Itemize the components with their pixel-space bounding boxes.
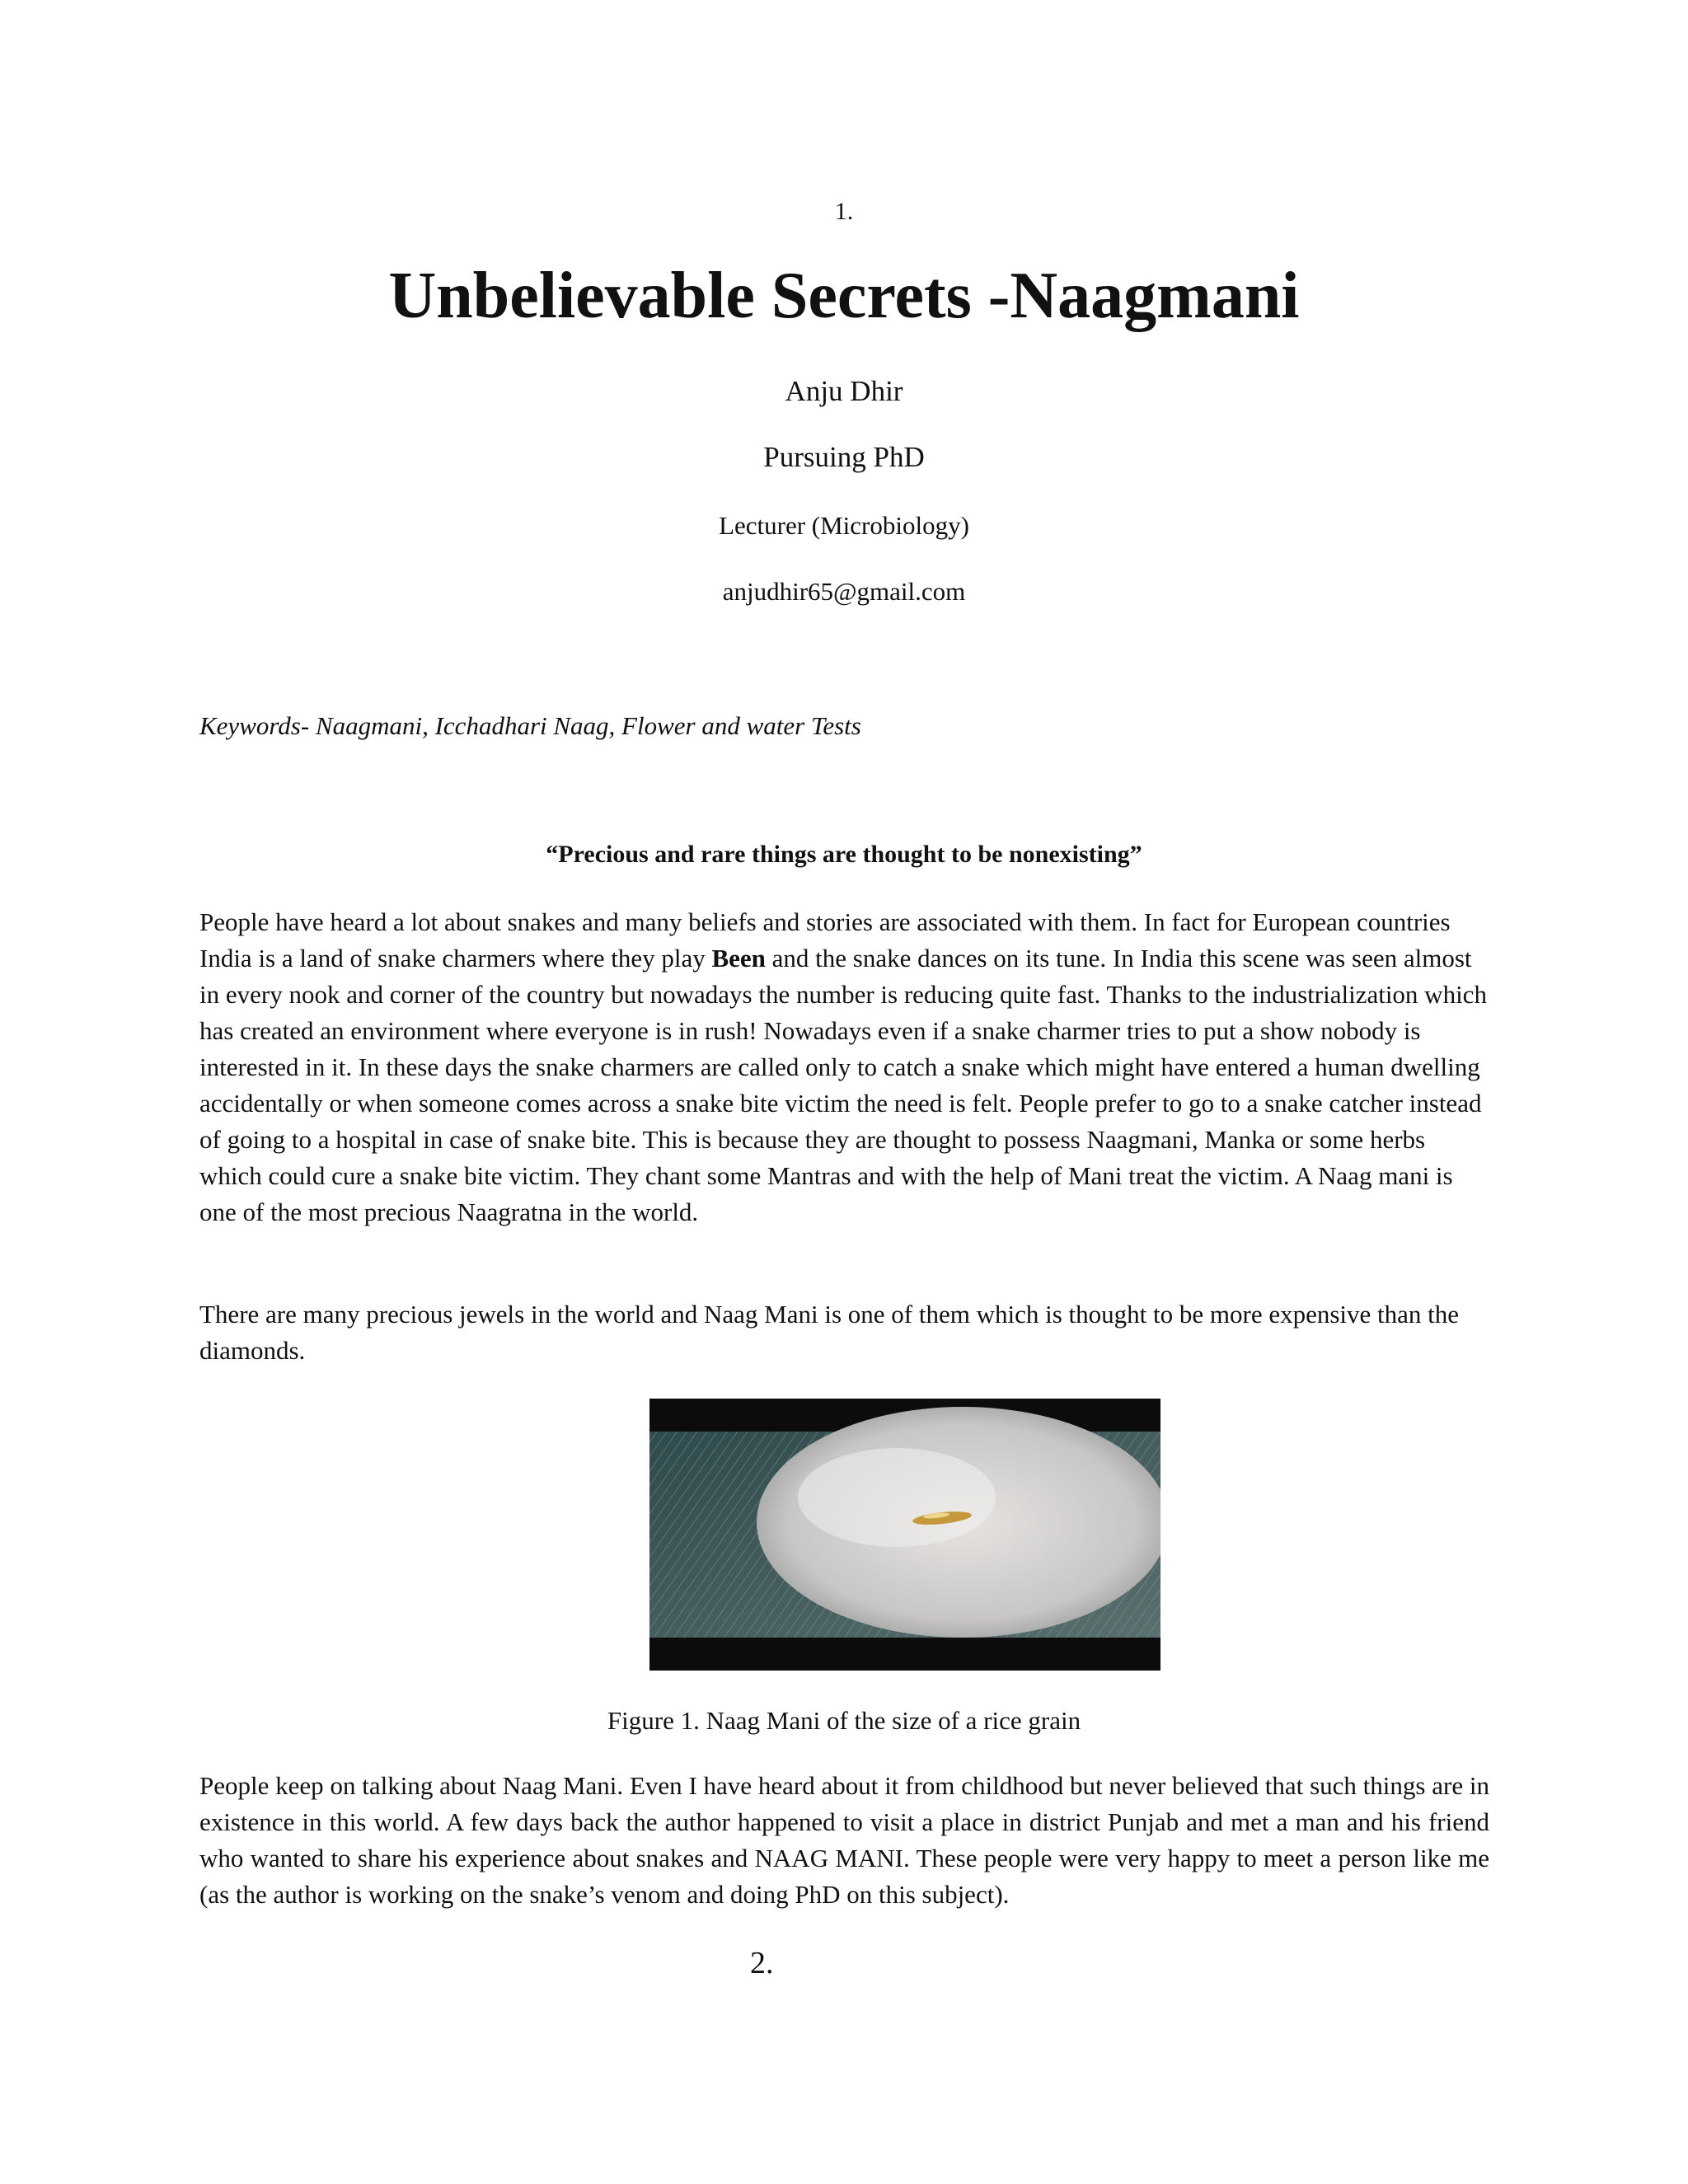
paragraph-intro-part2: and the snake dances on its tune. In India this scene was seen almost in every nook and corner of the country but nowadays the number is reducing quite fast. Thanks to the industrialization which has created an environment where everyone is in rush! Nowadays even if a snake charmer tries to put a show nobody is interested in it. In these days the snake charmers are called only to catch a snake which might have entered a human dwelling accidentally or when someone comes across a snake bite victim the need is felt. People prefer to go to a snake catcher instead of going to a hospital in case of snake bite. This is because they are thought to possess Naagmani, Manka or some herbs which could cure a snake bite victim. They chant some Mantras and with the help of Mani treat the victim. A Naag mani is one of the most precious Naagratna in the world. [199, 944, 1487, 1226]
naagmani-figure [649, 1399, 1160, 1671]
figure-caption: Figure 1. Naag Mani of the size of a rice grain [607, 1706, 1081, 1735]
keywords: Keywords- Naagmani, Icchadhari Naag, Flower and water Tests [199, 711, 861, 740]
paper-title: Unbelievable Secrets -Naagmani [388, 260, 1300, 332]
author-name: Anju Dhir [785, 375, 903, 407]
photo-bottom-bar [649, 1638, 1160, 1671]
page-number-top: 1. [834, 198, 854, 225]
paragraph-intro [199, 904, 1489, 1230]
author-degree: Pursuing PhD [763, 441, 925, 473]
author-email: anjudhir65@gmail.com [722, 577, 966, 606]
paragraph-jewels: There are many precious jewels in the world and Naag Mani is one of them which is thought to be more expensive than the diamonds. [199, 1300, 1460, 1365]
quote: “Precious and rare things are thought to be nonexisting” [546, 841, 1142, 868]
author-position: Lecturer (Microbiology) [719, 511, 969, 540]
paragraph-intro-part1: People have heard a lot about snakes and many beliefs and stories are associated with them. In fact for European countries India is a land of snake charmers where they play [199, 907, 1451, 972]
page-number-bottom: 2. [750, 1946, 774, 1980]
naagmani-photo [649, 1399, 1160, 1671]
paragraph-experience: People keep on talking about Naag Mani. Even I have heard about it from childhood but never believed that such things are in existence in this world. A few days back the author happened to visit a place in district Punjab and met a man and his friend who wanted to share his experience about snakes and NAAG MANI. These people were very happy to meet a person like me (as the author is working on the snake’s venom and doing PhD on this subject). [199, 1771, 1489, 1909]
cotton-highlight [798, 1448, 996, 1547]
been-bold-term: Been [711, 944, 766, 972]
